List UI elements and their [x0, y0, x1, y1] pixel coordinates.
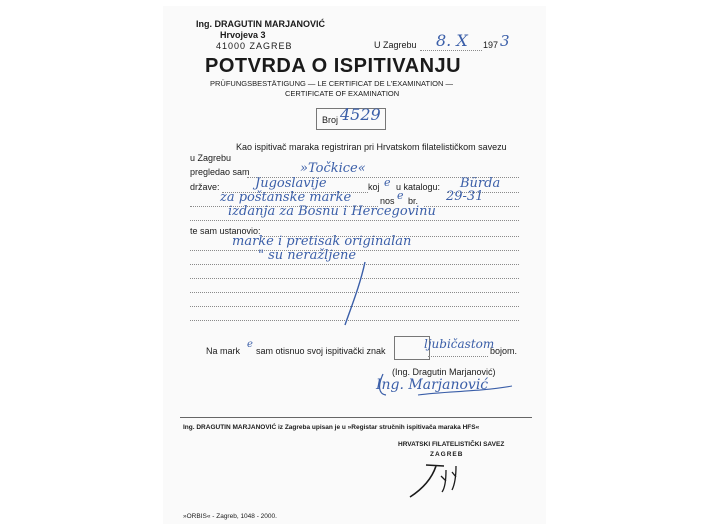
findings-text-2: " su neražljene [258, 248, 357, 263]
issuer-name: Ing. DRAGUTIN MARJANOVIĆ [196, 19, 325, 29]
br-label: br. [408, 196, 419, 206]
registry-note: Ing. DRAGUTIN MARJANOVIĆ iz Zagreba upisan je u »Registar stručnih ispitivača maraka HFS« [183, 424, 480, 431]
catalog-value: Bürda [460, 176, 501, 191]
printer-imprint: »ORBIS« - Zagreb, 1048 - 2000. [183, 513, 277, 520]
issuer-street: Hrvojeva 3 [220, 30, 266, 40]
year-handwritten: 3 [500, 32, 510, 50]
intro-line-2: u Zagrebu [190, 153, 232, 163]
signature-name: (Ing. Dragutin Marjanović) [392, 367, 496, 377]
country-label: države: [190, 182, 220, 192]
country-value: Jugoslavije [255, 176, 327, 191]
br-value: 29-31 [446, 189, 484, 204]
number-label: Broj [322, 115, 339, 125]
examined-label: pregledao sam [190, 167, 250, 177]
number-value: 4529 [340, 105, 381, 124]
series-value: za poštanske marke [220, 190, 352, 205]
stamp-line-mid: sam otisnuo svoj ispitivački znak [256, 346, 386, 356]
signature-handwritten: Ing. Marjanović [376, 377, 489, 393]
subtitle-english: CERTIFICATE OF EXAMINATION [285, 89, 400, 98]
examined-value: »Točkice« [300, 161, 366, 176]
date-handwritten: 8. X [436, 31, 468, 50]
nos-label: nos [380, 196, 395, 206]
stamp-line-pre-hand: e [247, 339, 253, 350]
certificate-title: POTVRDA O ISPITIVANJU [205, 55, 462, 77]
issue-value: izdanja za Bosnu i Hercegovinu [228, 204, 436, 219]
federation-city: ZAGREB [430, 451, 464, 458]
year-printed: 197 [483, 40, 499, 50]
findings-text-1: marke i pretisak originalan [232, 234, 412, 249]
stamp-line-post: bojom. [490, 346, 518, 356]
nos-hand: e [397, 189, 404, 202]
catalog-label: u katalogu: [396, 182, 441, 192]
findings-label: te sam ustanovio: [190, 226, 261, 236]
koj-label: koj [368, 182, 380, 192]
date-prefix: U Zagrebu [374, 40, 417, 50]
stamp-line-hand: ljubičastom [424, 337, 495, 351]
federation-name: HRVATSKI FILATELISTIČKI SAVEZ [398, 441, 505, 448]
stamp-line-pre: Na mark [206, 346, 241, 356]
subtitle-multilingual: PRÜFUNGSBESTÄTIGUNG — LE CERTIFICAT DE L'EXAMINATION — [210, 79, 453, 88]
intro-line-1: Kao ispitivač maraka registriran pri Hrvatskom filatelističkom savezu [236, 142, 507, 152]
koj-hand: e [384, 176, 391, 189]
issuer-city: 41000 ZAGREB [216, 41, 293, 51]
